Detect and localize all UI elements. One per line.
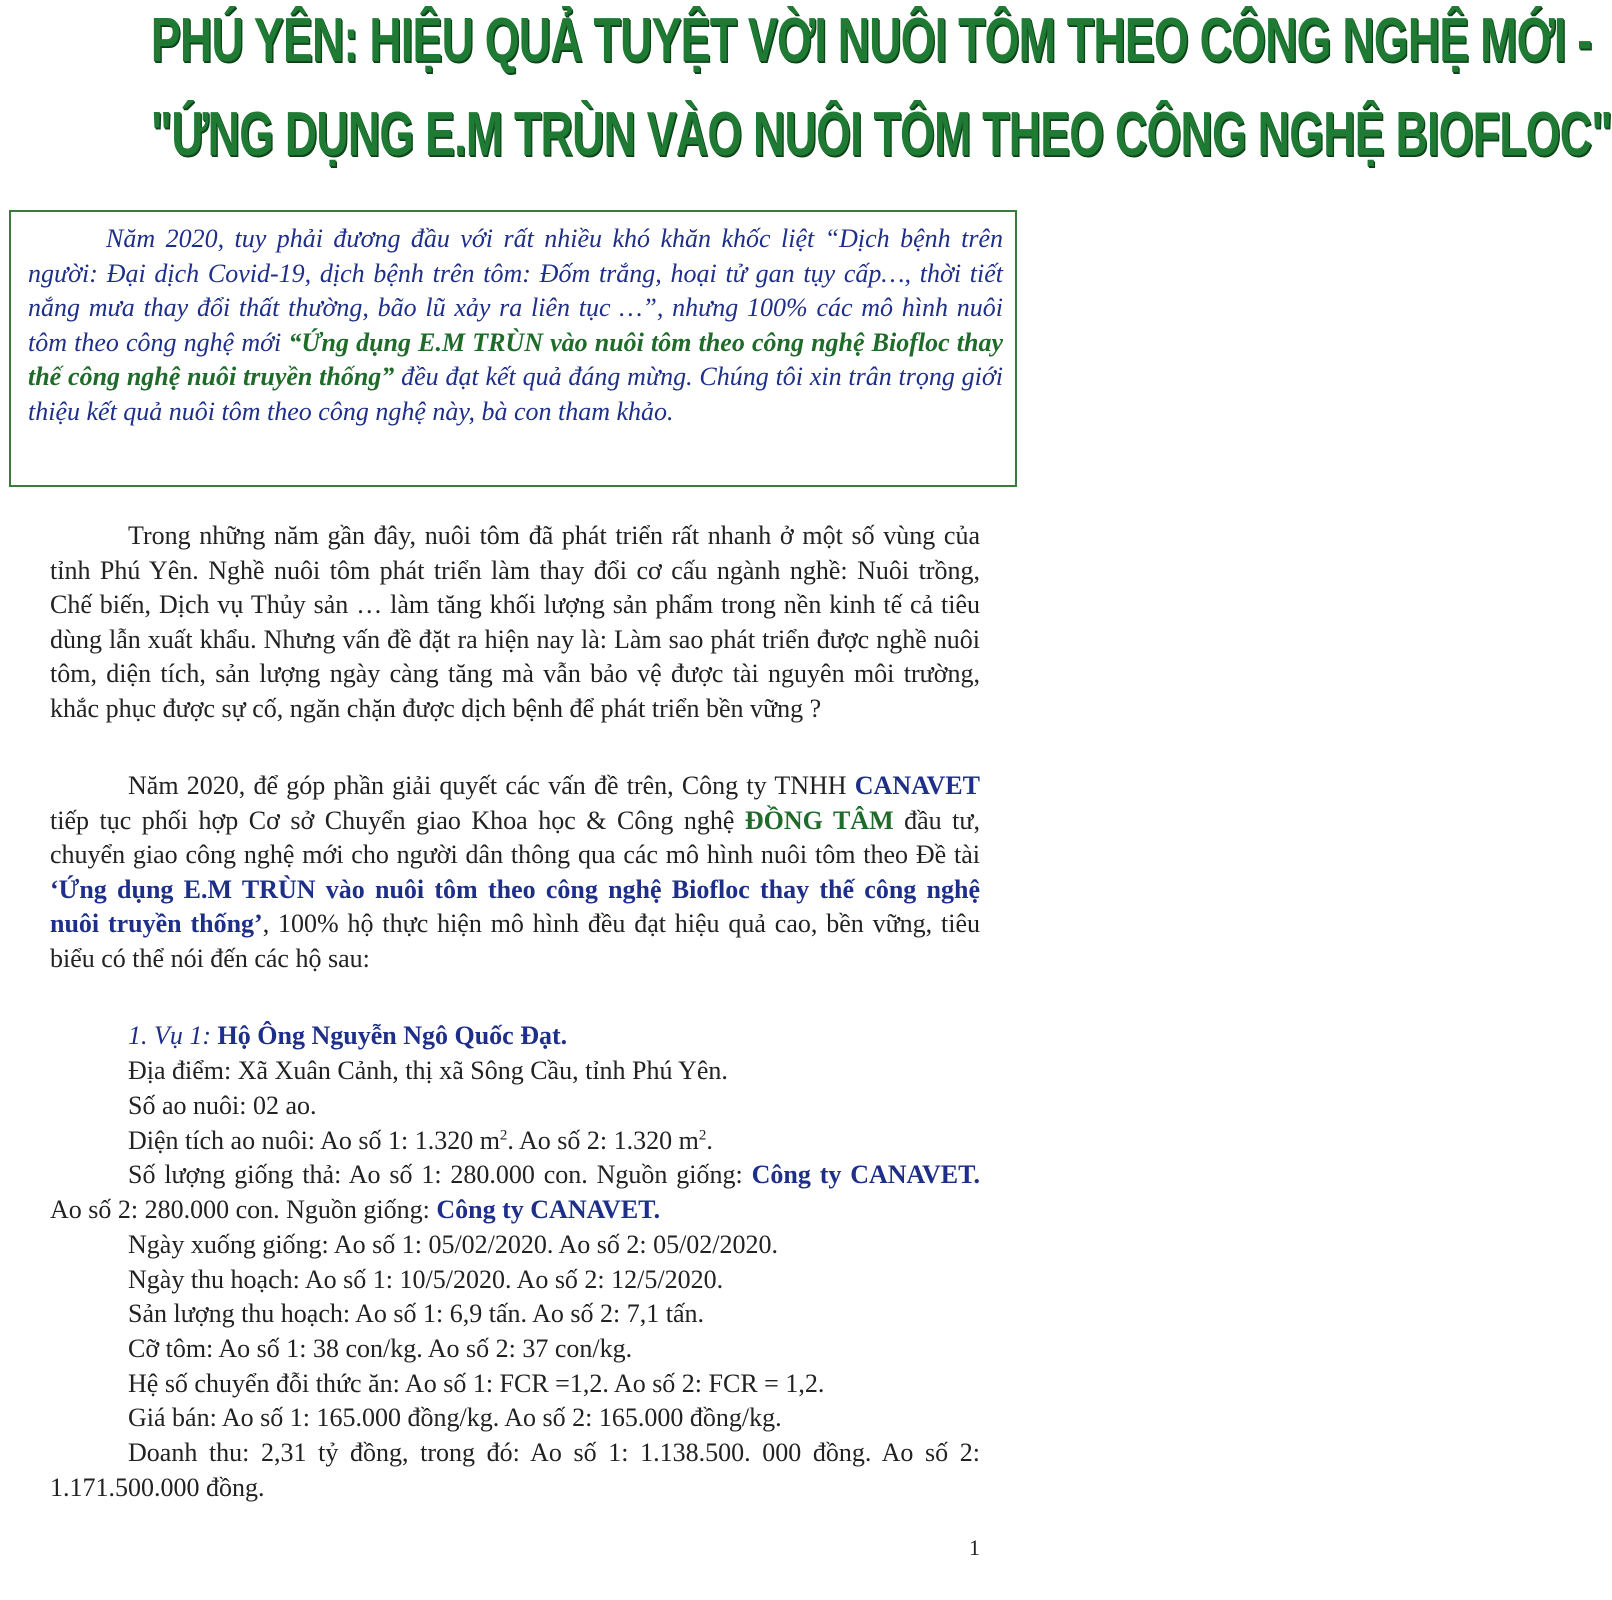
area-sup-2: 2 [698, 1127, 707, 1144]
area-a: Diện tích ao nuôi: Ao số 1: 1.320 m [128, 1126, 500, 1155]
case-label: 1. Vụ 1: [128, 1021, 212, 1050]
page-number: 1 [969, 1535, 980, 1560]
case-seed [50, 1158, 980, 1227]
case-heading [128, 1019, 567, 1054]
intro-text-part1: Năm 2020, tuy phải đương đầu với rất nhiều khó khăn khốc liệt “Dịch bệnh trên người: Đại dịch Covid-19, dịch bệnh trên tôm: Đốm trắng, hoại tử gan tụy cấp…, thời tiết nắng mưa thay đổi thất thường, bão lũ xảy ra liên tục …”, nhưng 100% các mô hình nuôi tôm theo công nghệ mới [28, 224, 1003, 357]
p2-text-b: tiếp tục phối hợp Cơ sở Chuyển giao Khoa học & Công nghệ [50, 805, 745, 835]
seed-a: Số lượng giống thả: Ao số 1: 280.000 con. Nguồn giống: [128, 1160, 752, 1189]
case-location: Địa điểm: Xã Xuân Cảnh, thị xã Sông Cầu, tỉnh Phú Yên. [128, 1056, 728, 1085]
partner-name: ĐỒNG TÂM [744, 805, 894, 835]
seed-source-1: Công ty CANAVET. [751, 1160, 980, 1189]
area-c: . [706, 1126, 713, 1155]
intro-paragraph [28, 222, 1003, 429]
page-title-line-2: "ỨNG DỤNG E.M TRÙN VÀO NUÔI TÔM THEO CÔNG NGHỆ BIOFLOC" [150, 100, 1612, 169]
body-paragraph-1: Trong những năm gần đây, nuôi tôm đã phát triển rất nhanh ở một số vùng của tỉnh Phú Yên. Nghề nuôi tôm phát triển làm thay đổi cơ cấu ngành nghề: Nuôi trồng, Chế biến, Dịch vụ Thủy sản … làm tăng khối lượng sản phẩm trong nền kinh tế cả tiêu dùng lẫn xuất khẩu. Nhưng vấn đề đặt ra hiện nay là: Làm sao phát triển được nghề nuôi tôm, diện tích, sản lượng ngày càng tăng mà vẫn bảo vệ được tài nguyên môi trường, khắc phục được sự cố, ngăn chặn được dịch bệnh để phát triển bền vững ? [50, 521, 980, 723]
case-area [128, 1124, 713, 1159]
case-revenue: Doanh thu: 2,31 tỷ đồng, trong đó: Ao số 1: 1.138.500. 000 đồng. Ao số 2: 1.171.500.000 đồng. [50, 1438, 980, 1502]
seed-b: Ao số 2: 280.000 con. Nguồn giống: [50, 1194, 437, 1224]
p2-text-a: Năm 2020, để góp phần giải quyết các vấn đề trên, Công ty TNHH [128, 771, 855, 800]
page-title-line-1: PHÚ YÊN: HIỆU QUẢ TUYỆT VỜI NUÔI TÔM THEO CÔNG NGHỆ MỚI - [150, 6, 1592, 75]
p2-text-d: , 100% hộ thực hiện mô hình đều đạt hiệu quả cao, bền vững, tiêu biểu có thể nói đến các hộ sau: [50, 909, 980, 973]
case-ponds: Số ao nuôi: 02 ao. [128, 1091, 317, 1120]
project-name: ‘Ứng dụng E.M TRÙN vào nuôi tôm theo công nghệ Biofloc thay thế công nghệ nuôi truyền thống’ [50, 874, 980, 939]
case-name: Hộ Ông Nguyễn Ngô Quốc Đạt. [211, 1021, 568, 1050]
intro-box [9, 210, 1017, 487]
seed-source-2: Công ty CANAVET. [436, 1194, 661, 1224]
area-sup-1: 2 [499, 1127, 508, 1144]
intro-highlight: “Ứng dụng E.M TRÙN vào nuôi tôm theo công nghệ Biofloc thay thế công nghệ nuôi truyền thống” [28, 327, 1003, 391]
company-name: CANAVET [854, 771, 980, 800]
area-b: . Ao số 2: 1.320 m [507, 1126, 699, 1155]
case-size: Cỡ tôm: Ao số 1: 38 con/kg. Ao số 2: 37 con/kg. [128, 1334, 633, 1363]
p2-text-c: đầu tư, chuyển giao công nghệ mới cho người dân thông qua các mô hình nuôi tôm theo Đề tài [50, 805, 980, 870]
intro-text-part2: đều đạt kết quả đáng mừng. Chúng tôi xin trân trọng giới thiệu kết quả nuôi tôm theo công nghệ này, bà con tham khảo. [28, 362, 1003, 426]
case-stock-date: Ngày xuống giống: Ao số 1: 05/02/2020. Ao số 2: 05/02/2020. [128, 1230, 779, 1259]
case-harvest-date: Ngày thu hoạch: Ao số 1: 10/5/2020. Ao số 2: 12/5/2020. [128, 1265, 724, 1294]
case-yield: Sản lượng thu hoạch: Ao số 1: 6,9 tấn. Ao số 2: 7,1 tấn. [128, 1299, 704, 1328]
case-price: Giá bán: Ao số 1: 165.000 đồng/kg. Ao số 2: 165.000 đồng/kg. [128, 1403, 782, 1432]
case-fcr: Hệ số chuyển đỗi thức ăn: Ao số 1: FCR =1,2. Ao số 2: FCR = 1,2. [128, 1369, 825, 1398]
body-paragraph-2 [50, 769, 980, 977]
